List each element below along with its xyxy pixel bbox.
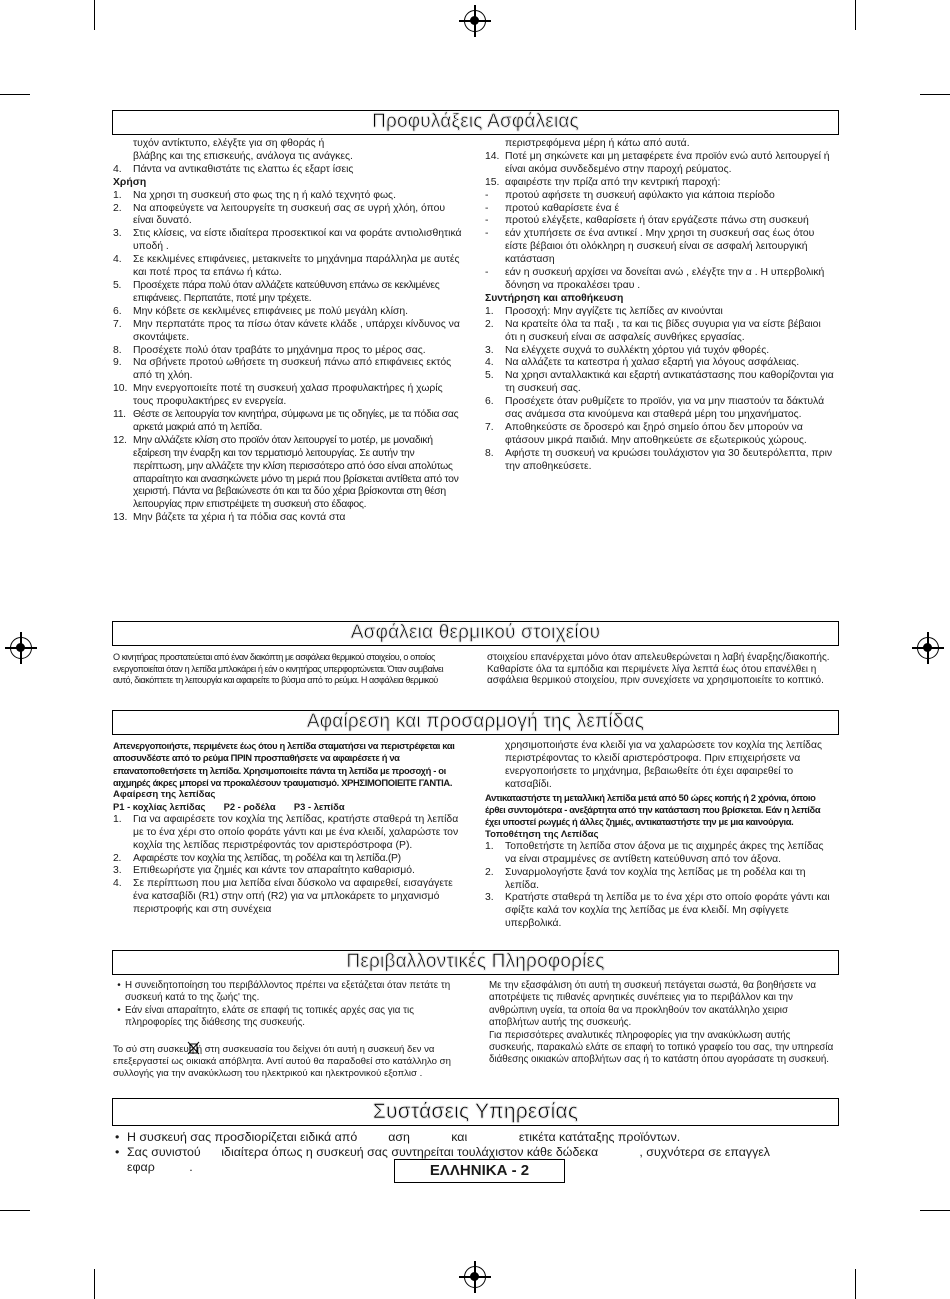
safety-left-item-number: 8. bbox=[113, 344, 122, 356]
thermal-right-text: στοιχείου επανέρχεται μόνο όταν απελευθερώνεται η λαβή έναρξης/διακοπής. Καθαρίστε όλα τα εμπόδια και περιμένετε λίγα λεπτά έως ότου επανέλθει η ασφάλεια θερμικού στοιχείου, πριν συνεχίσετε να χρησιμοποιείτε το κοπτικό. bbox=[487, 652, 830, 686]
safety-right-item bbox=[485, 306, 835, 319]
safety-left-item-number: 4. bbox=[113, 163, 122, 175]
bullet-icon: • bbox=[115, 1145, 120, 1159]
safety-right-item-text: Αποθηκεύστε σε δροσερό και ξηρό σημείο όπου δεν μπορούν να φτάσουν μικρά παιδιά. Μην αποθηκεύετε σε εξωτερικούς χώρους. bbox=[505, 421, 807, 446]
safety-left-column bbox=[113, 138, 463, 525]
bullet-icon: • bbox=[117, 1004, 121, 1016]
safety-right-item-number: 3. bbox=[485, 344, 494, 356]
bullet-icon: • bbox=[115, 1130, 120, 1144]
removal-step-item-text: Για να αφαιρέσετε τον κοχλία της λεπίδας, κρατήστε σταθερά τη λεπίδα με το ένα χέρι στο οποίο φοράτε γάντι και με ένα κλειδί, χαλαρώστε τον κοχλία της λεπίδας περιστρέφοντάς τον αριστερόστροφα (P). bbox=[133, 813, 459, 851]
safety-left-item-number: 3. bbox=[113, 228, 122, 240]
safety-left-item-text: Προσέχετε πολύ όταν τραβάτε το μηχάνημα προς το μέρος σας. bbox=[133, 344, 426, 356]
safety-left-item-number bbox=[113, 151, 133, 164]
safety-right-item-number: - bbox=[485, 202, 489, 214]
crossed-bin-icon bbox=[187, 1041, 200, 1055]
safety-right-item-number: 15. bbox=[485, 176, 500, 188]
safety-title: Προφυλάξεις Ασφάλειας bbox=[112, 110, 839, 135]
fit-title: Τοποθέτηση της Λεπίδας bbox=[485, 828, 599, 840]
safety-right-item-number bbox=[485, 138, 505, 151]
fit-step-item-text: Τοποθετήστε τη λεπίδα στον άξονα με τις αιχμηρές άκρες της λεπίδας να είναι στραμμένες σε αντίθετη κατεύθυνση από τον άξονα. bbox=[505, 840, 824, 865]
removal-steps bbox=[113, 814, 463, 917]
replace-warning: Αντικαταστήστε τη μεταλλική λεπίδα μετά από 50 ώρες κοπής ή 2 χρόνια, όποιο έρθει συντομότερα - ανεξάρτητα από την κατάσταση που βρίσκεται. Εάν η λεπίδα έχει υποστεί ρωγμές ή άλλες ζημιές, αντικαταστήστε την με μια καινούργια. bbox=[485, 791, 821, 828]
safety-right-item bbox=[485, 215, 835, 228]
safety-left-item bbox=[113, 138, 463, 151]
safety-right-item-number: 1. bbox=[485, 305, 494, 317]
safety-left-item-number: 12. bbox=[113, 434, 127, 446]
safety-right-item-number: 6. bbox=[485, 396, 494, 408]
env-title: Περιβαλλοντικές Πληροφορίες bbox=[112, 950, 839, 975]
registration-mark-icon bbox=[464, 10, 486, 32]
safety-left-item-text: Μην ενεργοποιείτε ποτέ τη συσκευή χαλασ προφυλακτήρες ή χωρίς τους προφυλακτήρες εν ενεργεία. bbox=[133, 383, 443, 408]
fit-step-item-text: Συναρμολογήστε ξανά τον κοχλία της λεπίδας με τη ροδέλα και τη λεπίδα. bbox=[505, 866, 806, 891]
registration-mark-icon bbox=[10, 637, 32, 659]
fit-step-item-text: Κρατήστε σταθερά τη λεπίδα με το ένα χέρι στο οποίο φοράτε γάντι και σφίξτε καλά τον κοχλία της λεπίδας με ένα κλειδί. Μη σφίγγετε υπερβολικά. bbox=[505, 892, 830, 930]
safety-left-item-text: Προσέχετε πάρα πολύ όταν αλλάζετε κατεύθυνση επάνω σε κεκλιμένες επιφάνειες. Περπατάτε, ποτέ μην τρέχετε. bbox=[133, 279, 440, 304]
safety-left-item-text: Να αποφεύγετε να λειτουργείτε τη συσκευή σας σε υγρή χλόη, όπου είναι δυνατό. bbox=[133, 202, 446, 227]
safety-left-item bbox=[113, 190, 463, 203]
safety-left-item-number: 1. bbox=[113, 189, 122, 201]
safety-left-item bbox=[113, 512, 463, 525]
env-bullets bbox=[113, 980, 465, 1030]
safety-right-item-text: Αφήστε τη συσκευή να κρυώσει τουλάχιστον για 30 δευτερόλεπτα, πριν την αποθηκεύσετε. bbox=[505, 447, 833, 472]
safety-left-item bbox=[113, 383, 463, 409]
safety-right-item-number: 5. bbox=[485, 370, 494, 382]
safety-right-item-number: - bbox=[485, 215, 489, 227]
crop-mark bbox=[855, 0, 856, 30]
service-bullet-text: Η συσκευή σας προσδιορίζεται ειδικά από αση και ετικέτα κατάταξης προϊόντων. bbox=[127, 1130, 681, 1144]
env-bullet bbox=[113, 980, 465, 1005]
safety-left-item-number: 2. bbox=[113, 202, 122, 214]
safety-left-item bbox=[113, 151, 463, 164]
fit-step-item-number: 1. bbox=[485, 840, 494, 852]
removal-step-item-text: Επιθεωρήστε για ζημιές και κάντε τον απαραίτητο καθαρισμό. bbox=[133, 865, 415, 877]
safety-left-item-text: Μην κόβετε σε κεκλιμένες επιφάνειες με πολύ μεγάλη κλίση. bbox=[133, 305, 408, 317]
safety-left-item bbox=[113, 409, 463, 435]
removal-step-item-number: 3. bbox=[113, 865, 122, 877]
safety-right-item bbox=[485, 228, 835, 267]
safety-right-item-number: 4. bbox=[485, 357, 494, 369]
thermal-title: Ασφάλεια θερμικού στοιχείου bbox=[112, 621, 839, 646]
safety-left-item-number: 13. bbox=[113, 512, 128, 524]
safety-left-item-text: Μην βάζετε τα χέρια ή τα πόδια σας κοντά στα bbox=[133, 512, 346, 524]
safety-right-item-text: Προσέχετε όταν ρυθμίζετε το προϊόν, για να μην πιαστούν τα δάκτυλά σας ανάμεσα στα κινούμενα και σταθερά μέρη του μηχανήματος. bbox=[505, 396, 825, 421]
safety-right-item-text: Να ελέγχετε συχνά το συλλέκτη χόρτου γιά τυχόν φθορές. bbox=[505, 344, 770, 356]
crop-mark bbox=[855, 1269, 856, 1299]
removal-step-item bbox=[113, 878, 463, 917]
safety-left-item-text: Μην περπατάτε προς τα πίσω όταν κάνετε κλάδε , υπάρχει κίνδυνος να σκοντάψετε. bbox=[133, 318, 460, 343]
safety-right-item-text: Ποτέ μη σηκώνετε και μη μεταφέρετε ένα προϊόν ενώ αυτό λειτουργεί ή είναι ακόμα συνδεδεμένο στην παροχή ρεύματος. bbox=[505, 150, 830, 175]
fit-step-item-number: 3. bbox=[485, 892, 494, 904]
safety-left-item-text: βλάβης και της επισκευής, ανάλογα τις ανάγκες. bbox=[133, 150, 353, 162]
safety-right-item-text: εάν χτυπήσετε σε ένα αντικεί . Μην χρησι τη συσκευή σας έως ότου είστε βέβαιοι ότι ολόκληρη η συσκευή είναι σε ασφαλή λειτουργική κατάσταση bbox=[505, 228, 815, 266]
safety-right-item-text: προτού καθαρίσετε ένα έ bbox=[505, 202, 620, 214]
safety-right-item-number: - bbox=[485, 189, 489, 201]
safety-right-item-text: Προσοχή: Μην αγγίζετε τις λεπίδες αν κινούνται bbox=[505, 305, 723, 317]
bullet-icon: • bbox=[117, 980, 121, 991]
safety-left-item bbox=[113, 280, 463, 306]
removal-step-item bbox=[113, 865, 463, 878]
safety-left-item-text: τυχόν αντίκτυπο, ελέγξτε για ση φθοράς ή bbox=[133, 138, 325, 149]
blade-left-column bbox=[113, 740, 463, 917]
safety-left-item-text: Θέστε σε λειτουργία τον κινητήρα, σύμφωνα με τις οδηγίες, με τα πόδια σας αρκετά μακριά από τη λεπίδα. bbox=[133, 409, 459, 433]
safety-left-item-text: Στις κλίσεις, να είστε ιδιαίτερα προσεκτικοί και να φοράτε αντιολισθητικά υποδή . bbox=[133, 228, 462, 253]
removal-title: Αφαίρεση της λεπίδας bbox=[113, 789, 216, 801]
safety-right-item bbox=[485, 293, 835, 306]
safety-left-item-text: Να σβήνετε προτού ωθήσετε τη συσκευή πάνω από επιφάνειες εκτός από τη χλόη. bbox=[133, 357, 452, 382]
env-bullet-text: Η συνειδητοποίηση του περιβάλλοντος πρέπει να εξετάζεται όταν πετάτε τη συσκευή κατά το της ζωής' της. bbox=[125, 980, 451, 1004]
fit-step-item bbox=[485, 892, 835, 931]
safety-right-item bbox=[485, 190, 835, 203]
safety-right-item-text: προτού ελέγξετε, καθαρίσετε ή όταν εργάζεστε πάνω στη συσκευή bbox=[505, 215, 809, 227]
crop-mark bbox=[0, 94, 30, 95]
safety-right-item-number: 7. bbox=[485, 421, 494, 433]
safety-left-item-number: 4. bbox=[113, 254, 122, 266]
safety-right-item bbox=[485, 151, 835, 177]
safety-left-item bbox=[113, 306, 463, 319]
safety-right-item bbox=[485, 370, 835, 396]
fit-steps bbox=[485, 841, 835, 931]
safety-right-item-text: περιστρεφόμενα μέρη ή κάτω από αυτά. bbox=[505, 138, 690, 149]
safety-right-item bbox=[485, 448, 835, 474]
env-bullet-text: Εάν είναι απαραίτητο, ελάτε σε επαφή τις τοπικές αρχές σας για τις πληροφορίες της διάθεσης της συσκευής. bbox=[125, 1004, 414, 1029]
removal-step-item-number: 1. bbox=[113, 813, 122, 825]
crop-mark bbox=[94, 1269, 95, 1299]
safety-left-item-text: Χρήση bbox=[113, 176, 147, 188]
safety-right-item bbox=[485, 203, 835, 216]
fit-step-item bbox=[485, 867, 835, 893]
safety-right-item-number: - bbox=[485, 228, 489, 240]
blade-intro: χρησιμοποιήστε ένα κλειδί για να χαλαρώσετε τον κοχλία της λεπίδας περιστρέφοντας το κλειδί αριστερόστροφα. Πριν επιχειρήσετε να ενεργοποιήσετε το μηχάνημα, βεβαιωθείτε ότι έχει αφαιρεθεί το κατσαβίδι. bbox=[505, 740, 822, 790]
safety-left-item bbox=[113, 228, 463, 254]
safety-left-item-number: 9. bbox=[113, 357, 122, 369]
safety-right-item bbox=[485, 422, 835, 448]
safety-left-item-text: Σε κεκλιμένες επιφάνειες, μετακινείτε το μηχάνημα παράλληλα με αυτές και ποτέ προς τα επάνω ή κάτω. bbox=[133, 254, 460, 279]
safety-left-item bbox=[113, 164, 463, 177]
safety-left-item-number: 6. bbox=[113, 305, 122, 317]
safety-left-item bbox=[113, 357, 463, 383]
safety-right-item bbox=[485, 345, 835, 358]
removal-step-item-text: Αφαιρέστε τον κοχλία της λεπίδας, τη ροδέλα και τη λεπίδα.(P) bbox=[133, 852, 401, 864]
registration-mark-icon bbox=[917, 637, 939, 659]
thermal-left-text: Ο κινητήρας προστατεύεται από έναν διακόπτη με ασφάλεια θερμικού στοιχείου, ο οποίος ενεργοποιείται όταν η λεπίδα μπλοκάρει ή εάν ο κινητήρας υπερφορτώνεται. Όταν συμβαίνει αυτό, διακόπτετε τη λειτουργία και αφαιρείτε το βύσμα από το ρεύμα. Η ασφάλεια θερμικού bbox=[113, 652, 444, 685]
safety-right-item-text: αφαιρέστε την πρίζα από την κεντρική παροχή: bbox=[505, 176, 721, 188]
safety-left-item-number: 11. bbox=[113, 409, 126, 421]
crop-mark bbox=[920, 1210, 950, 1211]
fit-step-item bbox=[485, 841, 835, 867]
service-title: Συστάσεις Υπηρεσίας bbox=[112, 1098, 839, 1126]
blade-warning: Απενεργοποιήστε, περιμένετε έως ότου η λεπίδα σταματήσει να περιστρέφεται και αποσυνδέστε από το ρεύμα ΠΡΙΝ προσπαθήσετε να αφαιρέσετε ή να επανατοποθετήσετε τη λεπίδα. Χρησιμοποιείτε πάντα τη λεπίδα με προσοχή - οι αιχμηρές άκρες μπορεί να προκαλέσουν τραυματισμό. ΧΡΗΣΙΜΟΠΟΙΕΙΤΕ ΓΑΝΤΙΑ. bbox=[113, 740, 455, 788]
safety-right-column bbox=[485, 138, 835, 474]
crop-mark bbox=[920, 94, 950, 95]
safety-right-item-text: εάν η συσκευή αρχίσει να δονείται ανώ , ελέγξτε την α . Η υπερβολική δόνηση να προκαλέσει τραυ . bbox=[505, 267, 825, 291]
blade-parts: P1 - κοχλίας λεπίδας P2 - ροδέλα P3 - λεπίδα bbox=[113, 801, 345, 813]
safety-left-item-number bbox=[113, 138, 133, 151]
safety-right-item bbox=[485, 138, 835, 151]
safety-right-item-text: Να αλλάζετε τα κατεστρα ή χαλασ εξαρτή για λόγους ασφάλειας. bbox=[505, 357, 800, 369]
safety-left-item bbox=[113, 345, 463, 358]
page-number: ΕΛΛΗΝΙΚΑ - 2 bbox=[394, 1159, 565, 1183]
fit-step-item-number: 2. bbox=[485, 866, 494, 878]
safety-left-item-text: Πάντα να αντικαθιστάτε τις ελαττω ές εξαρτ ίσεις bbox=[133, 163, 354, 175]
removal-step-item bbox=[113, 853, 463, 866]
safety-left-item-number: 5. bbox=[113, 279, 122, 291]
safety-left-item-text: Να χρησι τη συσκευή στο φως της η ή καλό τεχνητό φως. bbox=[133, 189, 396, 201]
env-bullet bbox=[113, 1005, 465, 1030]
blade-title: Αφαίρεση και προσαρμογή της λεπίδας bbox=[112, 710, 839, 735]
registration-mark-icon bbox=[464, 1266, 486, 1288]
removal-step-item-text: Σε περίπτωση που μια λεπίδα είναι δύσκολο να αφαιρεθεί, εισαγάγετε ένα κατσαβίδι (R1) στην οπή (R2) για να μπλοκάρετε το μηχανισμό περιστροφής και στη συνέχεια bbox=[133, 878, 453, 916]
safety-right-item-text: προτού αφήσετε τη συσκευή αφύλακτο για κάποια περίοδο bbox=[505, 189, 775, 201]
safety-right-item-number: 2. bbox=[485, 318, 494, 330]
removal-step-item-number: 2. bbox=[113, 852, 122, 864]
safety-right-item-text: Να κρατείτε όλα τα παξι , τα και τις βίδες συγυρια για να είστε βέβαιοι ότι η συσκευή είναι σε ασφαλείς συνθήκες εργασίας. bbox=[505, 318, 821, 343]
safety-left-item-number: 10. bbox=[113, 383, 128, 395]
safety-right-item-text: Συντήρηση και αποθήκευση bbox=[485, 292, 624, 304]
removal-step-item-number: 4. bbox=[113, 878, 122, 890]
safety-right-item bbox=[485, 267, 835, 293]
safety-left-item bbox=[113, 203, 463, 229]
env-right-column bbox=[489, 980, 835, 1067]
crop-mark bbox=[94, 0, 95, 30]
service-bullet-text: Σας συνιστού ιδιαίτερα όπως η συσκευή σας συντηρείται τουλάχιστον κάθε δώδεκα , συχνότερα σε επαγγελ εφαρ . bbox=[127, 1145, 812, 1174]
env-weee-text: Το σύ στη συσκευή ή στη συσκευασία του δείχνει ότι αυτή η συσκευή δεν να επεξεργαστεί ως οικιακά απόβλητα. Αντί αυτού θα παραδοθεί στο κατάλληλο ση συλλογής για την ανακύκλωση του ηλεκτρικού και ηλεκτρονικού εξοπλισ . bbox=[113, 1043, 451, 1080]
removal-step-item bbox=[113, 814, 463, 853]
safety-left-item-number: 7. bbox=[113, 318, 122, 330]
safety-right-item bbox=[485, 396, 835, 422]
safety-right-item bbox=[485, 177, 835, 190]
safety-left-item bbox=[113, 319, 463, 345]
safety-right-item-number: 8. bbox=[485, 447, 494, 459]
blade-right-column bbox=[485, 740, 835, 931]
safety-left-item bbox=[113, 254, 463, 280]
safety-right-item bbox=[485, 319, 835, 345]
safety-right-item-text: Να χρησι ανταλλακτικά και εξαρτή αντικατάστασης που καθορίζονται για τη συσκευή σας. bbox=[505, 370, 834, 395]
crop-mark bbox=[0, 1210, 30, 1211]
safety-left-item-text: Μην αλλάζετε κλίση στο προϊόν όταν λειτουργεί το μοτέρ, με μοναδική εξαίρεση την έναρξη και τον τερματισμό λειτουργίας. Σε αυτήν την περίπτωση, μην αλλάζετε την κλίση περισσότερο από όσο είναι απολύτως απαραίτητο και ανασηκώνετε μόνο τη μεριά που βρίσκεται αντίθετα από τον χειριστή. Πάντα να βεβαιώνεστε ότι και τα δύο χέρια βρίσκονται στη θέση λειτουργίας πριν επιστρέψετε τη συσκευή στο έδαφος. bbox=[133, 434, 459, 511]
env-right-text: Με την εξασφάλιση ότι αυτή τη συσκευή πετάγεται σωστά, θα βοηθήσετε να αποτρέψετε τις πιθανές αρνητικές συνέπειες για το περιβάλλον και την ανθρώπινη υγεία, τα οποία θα να προκληθούν τον ακατάλληλο χειρισ αποβλήτων αυτής της συσκευής. Για περισσότερες αναλυτικές πληροφορίες για την ανακύκλωση αυτής συσκευής, παρακαλώ ελάτε σε επαφή το τοπικό γραφείο του σας, την υπηρεσία διάθεσης οικιακών αποβλήτων σας ή το κατάστη όπου αγοράσατε τη συσκευή. bbox=[489, 980, 834, 1066]
service-bullet bbox=[115, 1130, 835, 1145]
safety-left-item bbox=[113, 177, 463, 190]
safety-left-item bbox=[113, 435, 463, 512]
safety-right-item-number: 14. bbox=[485, 150, 500, 162]
safety-right-item-number: - bbox=[485, 267, 489, 279]
safety-right-item bbox=[485, 357, 835, 370]
env-left-column bbox=[113, 980, 465, 1080]
